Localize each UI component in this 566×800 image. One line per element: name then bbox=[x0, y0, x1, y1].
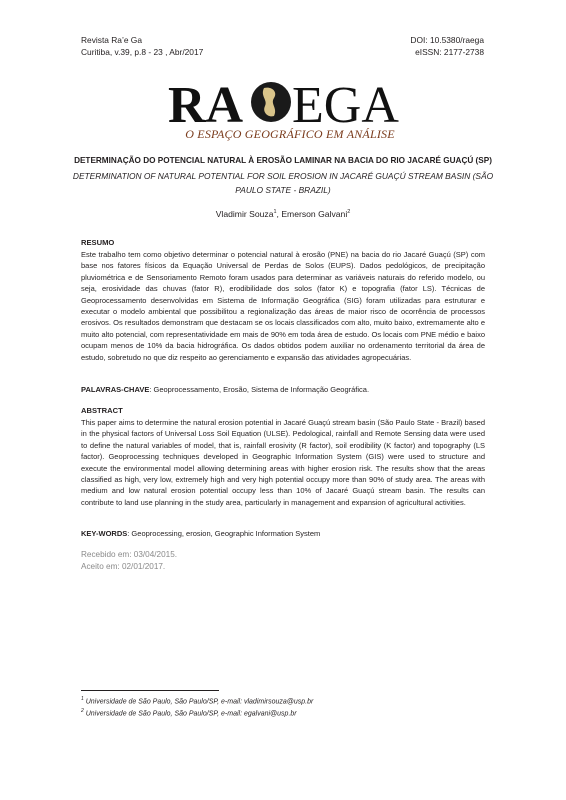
doi-text: DOI: 10.5380/raega bbox=[410, 35, 484, 45]
footnote-mark: 2 bbox=[81, 708, 84, 714]
author-list bbox=[64, 209, 502, 219]
svg-text:EGA: EGA bbox=[292, 78, 399, 128]
title-en-line-2: PAULO STATE - BRAZIL) bbox=[235, 185, 331, 195]
author-separator: , bbox=[276, 209, 282, 219]
article-title-en bbox=[64, 169, 502, 197]
journal-name: Revista Ra’e Ga bbox=[81, 35, 142, 45]
article-title-pt: DETERMINAÇÃO DO POTENCIAL NATURAL À EROSÃO LAMINAR NA BACIA DO RIO JACARÉ GUAÇÚ (SP) bbox=[74, 156, 492, 165]
author-name: Vladimir Souza bbox=[215, 209, 274, 219]
footnote-2 bbox=[81, 708, 297, 717]
logo-subtitle: O ESPAÇO GEOGRÁFICO EM ANÁLISE bbox=[185, 127, 395, 141]
logo-graphic bbox=[168, 78, 408, 128]
article-dates bbox=[81, 549, 177, 573]
journal-header-left bbox=[81, 34, 203, 58]
keywords bbox=[81, 529, 485, 538]
journal-header-right bbox=[376, 34, 484, 58]
keywords-text: : Geoprocessing, erosion, Geographic Information System bbox=[127, 529, 321, 538]
footnote-1 bbox=[81, 696, 313, 705]
journal-issue: Curitiba, v.39, p.8 - 23 , Abr/2017 bbox=[81, 47, 204, 57]
author-name: Emerson Galvani bbox=[281, 209, 348, 219]
keywords-label: KEY-WORDS bbox=[81, 529, 128, 538]
footnote-mark: 1 bbox=[81, 696, 84, 702]
footnote-text: Universidade de São Paulo, São Paulo/SP, e-mail: vladimirsouza@usp.br bbox=[83, 698, 314, 706]
received-date: Recebido em: 03/04/2015. bbox=[81, 550, 178, 559]
footnote-text: Universidade de São Paulo, São Paulo/SP, e-mail: egalvani@usp.br bbox=[83, 710, 297, 718]
eissn-text: eISSN: 2177-2738 bbox=[415, 47, 484, 57]
abstract-text: This paper aims to determine the natural erosion potential in Jacaré Guaçú stream basin (São Paulo State - Brazil) based in the physical factors of Universal Loss Soil Equation (ULSE). Pedological, rainfall and Remote Sensing data were used to define the natural variables of model, that is, rainfall erosivity (R factor), soil erodibility (K factor) and topography (LS factor). Geoprocessing techniques developed in Geographic Information System (GIS) were used to structure and execute the environmental model allowing determining areas with higher erosion risk. The results show that the areas classified as high, very low, extremely high and very high potential occupy more than 90% of study area. The areas with medium and low natural erosion potential occupy less than 10% of Jacaré Guaçú stream basin. The results can contribute to land use planning in the study area, particularly in management and expansion of agricultural activities. bbox=[81, 418, 485, 507]
footnote-divider bbox=[81, 690, 219, 691]
palavras-chave-text: : Geoprocessamento, Erosão, Sistema de Informação Geográfica. bbox=[149, 385, 370, 394]
title-en-line-1: DETERMINATION OF NATURAL POTENTIAL FOR SOIL EROSION IN JACARÉ GUAÇÚ STREAM BASIN (SÃO bbox=[72, 171, 494, 181]
palavras-chave bbox=[81, 385, 485, 394]
abstract-heading: ABSTRACT bbox=[81, 406, 123, 415]
palavras-chave-label: PALAVRAS-CHAVE bbox=[81, 385, 150, 394]
author-affiliation-mark: 2 bbox=[347, 209, 351, 216]
journal-logo bbox=[168, 78, 408, 144]
author-affiliation-mark: 1 bbox=[273, 209, 277, 216]
accepted-date: Aceito em: 02/01/2017. bbox=[81, 562, 166, 571]
resumo-text: Este trabalho tem como objetivo determinar o potencial natural à erosão (PNE) na bacia do rio Jacaré Guaçú (SP) com base nos fatores físicos da Equação Universal de Perdas de Solos (EUPS). Dados pedológicos, de precipitação pluviométrica e de Sensoriamento Remoto foram usados para determinar as variáveis naturais do referido modelo, ou seja, erosividade das chuvas (fator R), erodibilidade dos solos (fator K) e topografia (fator LS). Técnicas de Geoprocessamento desenvolvidas em Sistema de Informação Geográfica (SIG) foram utilizadas para estruturar e executar o modelo ambiental que possibilitou a regionalização das áreas de maior risco de ocorrência de processos erosivos. Os resultados demonstram que destacam se os locais classificados com alto, muito baixo, extremamente alto e muito alto potencial, com representatividade em mais de 90% em toda área de estudo. Os locais com PNE médio e baixo ocupam menos de 10% da bacia hidrográfica. Os dados obtidos podem auxiliar no ordenamento territorial da área de estudo, sobretudo no que diz respeito ao gerenciamento e expansão das atividades agropecuárias. bbox=[81, 250, 485, 362]
resumo-heading: RESUMO bbox=[81, 238, 115, 247]
svg-text:RA: RA bbox=[168, 78, 244, 128]
